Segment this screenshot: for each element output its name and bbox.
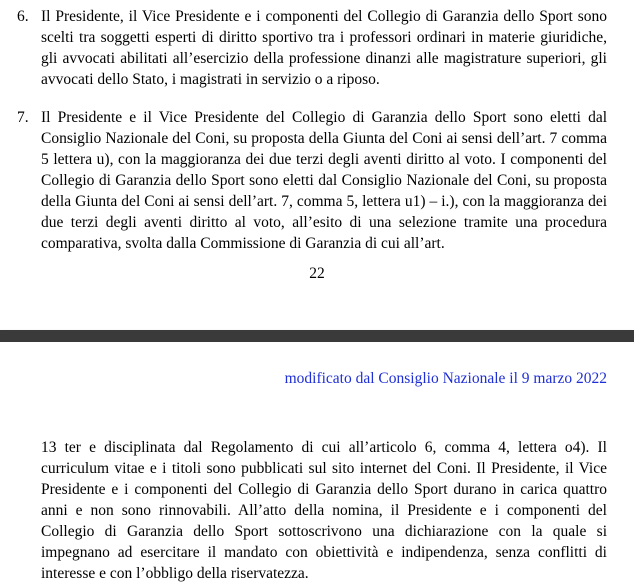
page-separator bbox=[0, 330, 634, 342]
page-number: 22 bbox=[309, 265, 325, 282]
document-page-bottom bbox=[0, 342, 634, 582]
continuation-paragraph: 13 ter e disciplinata dal Regolamento di cui all’articolo 6, comma 4, lettera o4). Il curriculum vitae e i titoli sono pubblicati sul sito internet del Coni. Il Presidente, il Vice Presidente e i componenti del Collegio di Garanzia dello Sport durano in carica quattro anni e non sono rinnovabili. All’atto della nomina, il Presidente e i componenti del Collegio di Garanzia dello Sport sottoscrivono una dichiarazione con la quale si impegnano ad esercitare il mandato con obiettività e indipendenza, senza conflitti di interesse e con l’obbligo della riservatezza. bbox=[41, 439, 607, 582]
item-number: 7. bbox=[17, 109, 29, 126]
item-number: 6. bbox=[17, 8, 29, 25]
item-text: Il Presidente e il Vice Presidente del Collegio di Garanzia dello Sport sono eletti dal Consiglio Nazionale del Coni, su proposta della Giunta del Coni ai sensi dell’art. 7 comma 5 lettera u), con la maggioranza dei due terzi degli aventi diritto al voto. I componenti del Collegio di Garanzia dello Sport sono eletti dal Consiglio Nazionale del Coni, su proposta della Giunta del Coni ai sensi dell’art. 7, comma 5, lettera u1) – i.), con la maggioranza dei due terzi degli aventi diritto al voto, all’esito di una selezione tramite una procedura comparativa, svolta dalla Commissione di Garanzia di cui all’art. bbox=[41, 109, 607, 252]
header-note: modificato dal Consiglio Nazionale il 9 marzo 2022 bbox=[284, 370, 607, 387]
item-text: Il Presidente, il Vice Presidente e i componenti del Collegio di Garanzia dello Sport sono scelti tra soggetti esperti di diritto sportivo tra i professori ordinari in materie giuridiche, gli avvocati abilitati all’esercizio della professione dinanzi alle magistrature superiori, gli avvocati dello Stato, i magistrati in servizio o a riposo. bbox=[41, 8, 607, 88]
